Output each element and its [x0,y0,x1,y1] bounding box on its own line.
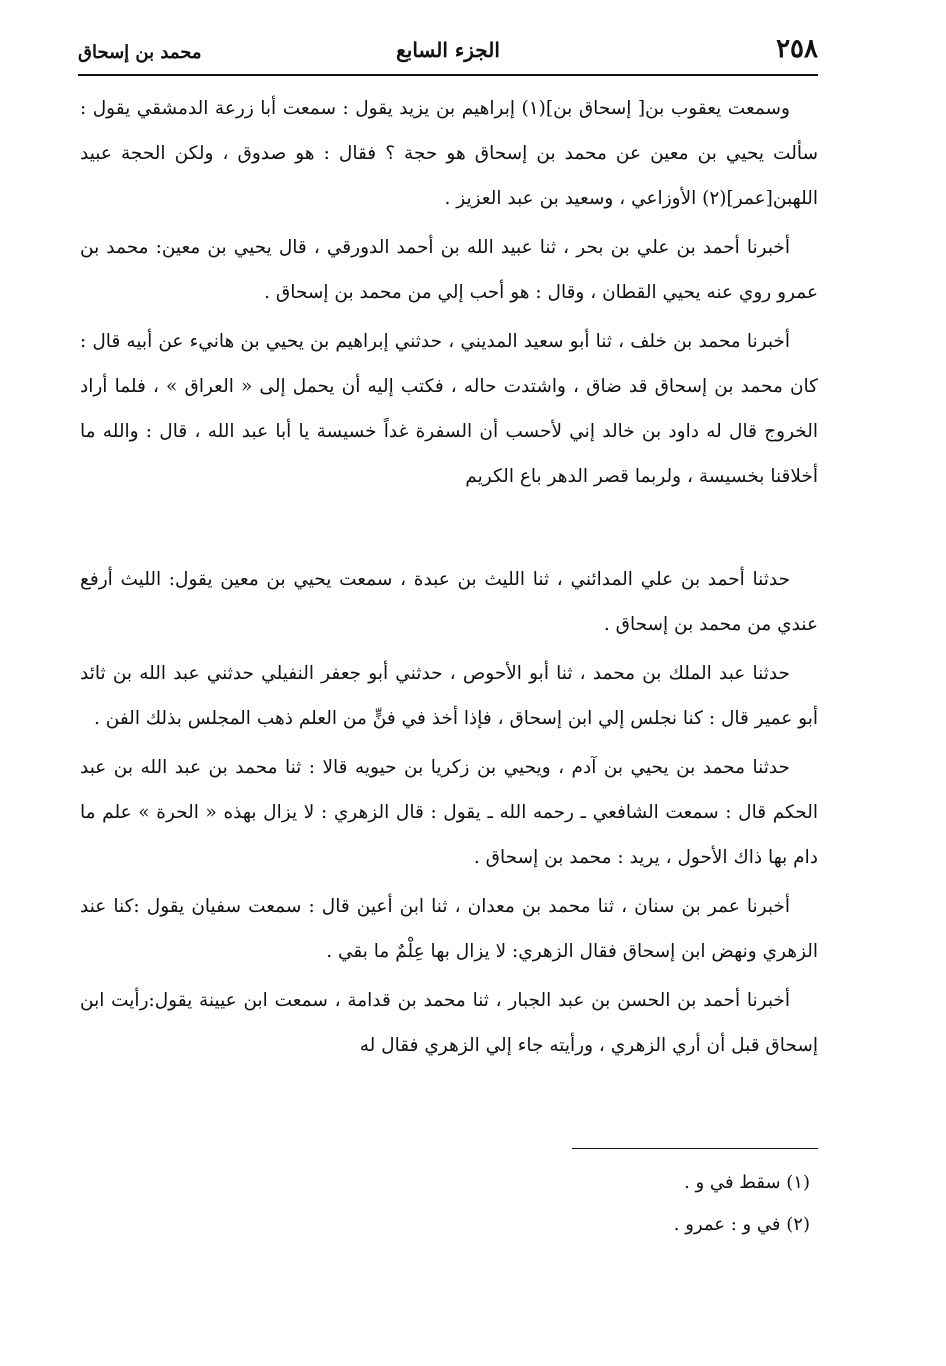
paragraph: أخبرنا محمد بن خلف ، ثنا أبو سعيد المديني ، حدثني إبراهيم بن يحيي بن هانيء عن أبيه قال : كان محمد بن إسحاق قد ضاق ، واشتدت حاله ، فكتب إليه أن يحمل إلى « العراق » ، فلما أراد الخروج قال له داود بن خالد إني لأحسب أن السفرة غداً خسيسة يا أبا عبد الله ، قال : والله ما أخلاقنا بخسيسة ، ولربما قصر الدهر باع الكريم [80,331,818,487]
footnote: (٢) في و : عمرو . [673,1214,810,1235]
main-text [80,86,818,1072]
paragraph: أخبرنا أحمد بن علي بن بحر ، ثنا عبيد الله بن أحمد الدورقي ، قال يحيي بن معين: محمد بن عمرو روي عنه يحيي القطان ، وقال : هو أحب إلي من محمد بن إسحاق . [80,237,818,303]
paragraph: أخبرنا عمر بن سنان ، ثنا محمد بن معدان ، ثنا ابن أعين قال : سمعت سفيان يقول :كنا عند الزهري ونهض ابن إسحاق فقال الزهري: لا يزال بها عِلْمٌ ما بقي . [80,896,818,962]
header-rule [78,74,818,76]
page-number: ٢٥٨ [776,34,818,64]
paragraph: وسمعت يعقوب بن[ إسحاق بن](١) إبراهيم بن يزيد يقول : سمعت أبا زرعة الدمشقي يقول : سألت يحيي بن معين عن محمد بن إسحاق هو حجة ؟ فقال : هو صدوق ، ولكن الحجة عبيد اللهبن[عمر](٢) الأوزاعي ، وسعيد بن عبد العزيز . [80,98,818,209]
page-header [78,34,818,74]
footnotes [80,1162,818,1246]
paragraph: أخبرنا أحمد بن الحسن بن عبد الجبار ، ثنا محمد بن قدامة ، سمعت ابن عيينة يقول:رأيت ابن إسحاق قبل أن أري الزهري ، ورأيته جاء إلي الزهري فقال له [80,990,818,1056]
running-head: محمد بن إسحاق [78,42,202,63]
footnote: (١) سقط في و . [684,1172,810,1193]
paragraph: حدثنا محمد بن يحيي بن آدم ، ويحيي بن زكريا بن حيويه قالا : ثنا محمد بن عبد الله بن عبد الحكم قال : سمعت الشافعي ـ رحمه الله ـ يقول : قال الزهري : لا يزال بهذه « الحرة » علم ما دام بها ذاك الأحول ، يريد : محمد بن إسحاق . [80,757,818,868]
paragraph: حدثنا عبد الملك بن محمد ، ثنا أبو الأحوص ، حدثني أبو جعفر النفيلي حدثني عبد الله بن ثائد أبو عمير قال : كنا نجلس إلي ابن إسحاق ، فإذا أخذ في فنٍّ من العلم ذهب المجلس بذلك الفن . [80,663,818,729]
footnote-rule [572,1148,818,1149]
part-title: الجزء السابع [396,38,500,62]
paragraph: حدثنا أحمد بن علي المدائني ، ثنا الليث بن عبدة ، سمعت يحيي بن معين يقول: الليث أرفع عندي من محمد بن إسحاق . [80,569,818,635]
